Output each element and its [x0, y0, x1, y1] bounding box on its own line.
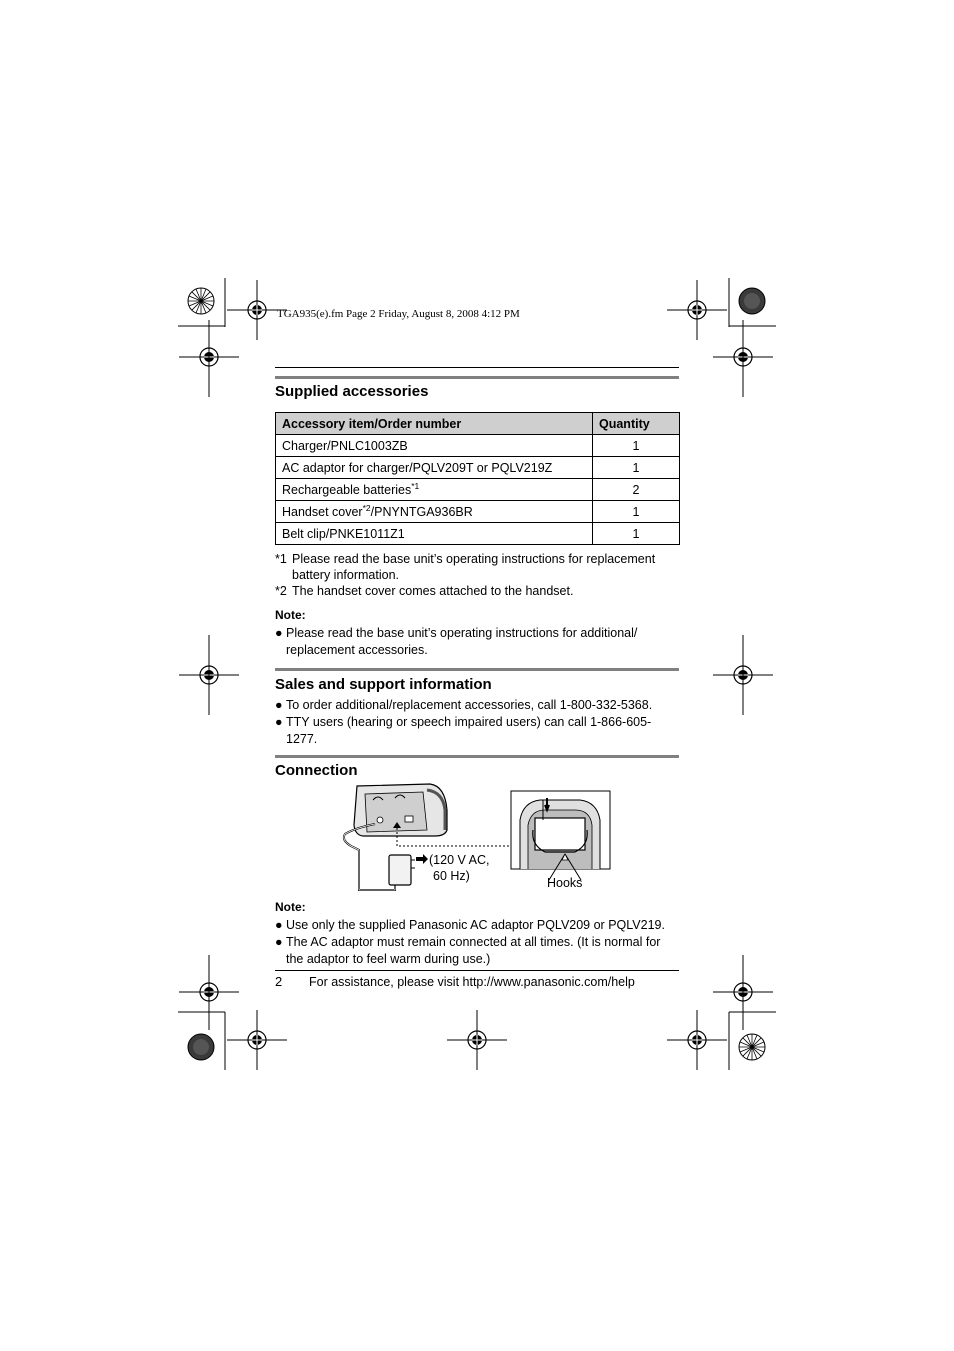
qty-cell: 1 [593, 457, 680, 479]
top-rule [275, 367, 679, 368]
sales-text: To order additional/replacement accessories, call 1-800-332-5368. [286, 698, 653, 712]
footnote-2 [275, 583, 685, 599]
footnote-ref: *2 [362, 502, 371, 513]
sales-text: TTY users (hearing or speech impaired users) can call 1-866-605-1277. [286, 715, 652, 746]
section-rule [275, 668, 679, 671]
note-label: Note: [275, 608, 306, 622]
footer-text: For assistance, please visit http://www.panasonic.com/help [309, 975, 635, 989]
item-cell [276, 501, 593, 523]
table-row [276, 457, 680, 479]
item-cell [276, 479, 593, 501]
accessories-table [275, 412, 680, 545]
note-bullet [275, 625, 665, 659]
table-row [276, 501, 680, 523]
table-header-row [276, 413, 680, 435]
bullet-icon: ● [275, 698, 283, 712]
heading-sales-support: Sales and support information [275, 676, 492, 693]
footnote-1 [275, 551, 685, 583]
item-cell: Charger/PNLC1003ZB [276, 435, 593, 457]
sales-bullet [275, 697, 685, 714]
heading-supplied-accessories: Supplied accessories [275, 383, 429, 400]
connection-bullet [275, 934, 675, 968]
qty-cell: 1 [593, 501, 680, 523]
note-text: Please read the base unit’s operating instructions for additional/ replacement accessories. [286, 626, 638, 657]
bullet-icon: ● [275, 918, 283, 932]
charger-illustration [354, 784, 447, 836]
qty-cell: 1 [593, 523, 680, 545]
item-text: Rechargeable batteries [282, 482, 412, 497]
page-number: 2 [275, 974, 283, 989]
connection-text: Use only the supplied Panasonic AC adaptor PQLV209 or PQLV219. [286, 918, 665, 932]
power-label-2: 60 Hz) [433, 869, 470, 883]
footnote-ref: *1 [411, 480, 420, 491]
qty-cell: 1 [593, 435, 680, 457]
item-text: Handset cover [282, 504, 363, 519]
bullet-icon: ● [275, 935, 283, 949]
connection-text: The AC adaptor must remain connected at all times. (It is normal for the adaptor to feel warm during use.) [286, 935, 661, 966]
connection-bullet [275, 917, 685, 934]
section-rule [275, 755, 679, 758]
table-row [276, 479, 680, 501]
hooks-label: Hooks [547, 876, 583, 890]
table-row [276, 523, 680, 545]
bullet-icon: ● [275, 715, 283, 729]
footer-rule [275, 970, 679, 971]
footnote-mark: *1 [275, 552, 287, 566]
table-row [276, 435, 680, 457]
footnote-mark: *2 [275, 584, 287, 598]
sales-bullet [275, 714, 675, 748]
hooks-illustration [520, 798, 600, 880]
power-label-1: (120 V AC, [429, 853, 490, 867]
item-cell: AC adaptor for charger/PQLV209T or PQLV219Z [276, 457, 593, 479]
note-label: Note: [275, 900, 306, 914]
item-text-post: /PNYNTGA936BR [370, 504, 473, 519]
print-info-label: TGA935(e).fm Page 2 Friday, August 8, 2008 4:12 PM [277, 308, 520, 320]
footnote-text: Please read the base unit’s operating instructions for replacement battery information. [292, 552, 656, 582]
section-rule [275, 376, 679, 379]
footnote-text: The handset cover comes attached to the handset. [292, 584, 574, 598]
header-item: Accessory item/Order number [276, 413, 593, 435]
heading-connection: Connection [275, 762, 358, 779]
qty-cell: 2 [593, 479, 680, 501]
bullet-icon: ● [275, 626, 283, 640]
header-quantity: Quantity [593, 413, 680, 435]
item-cell: Belt clip/PNKE1011Z1 [276, 523, 593, 545]
